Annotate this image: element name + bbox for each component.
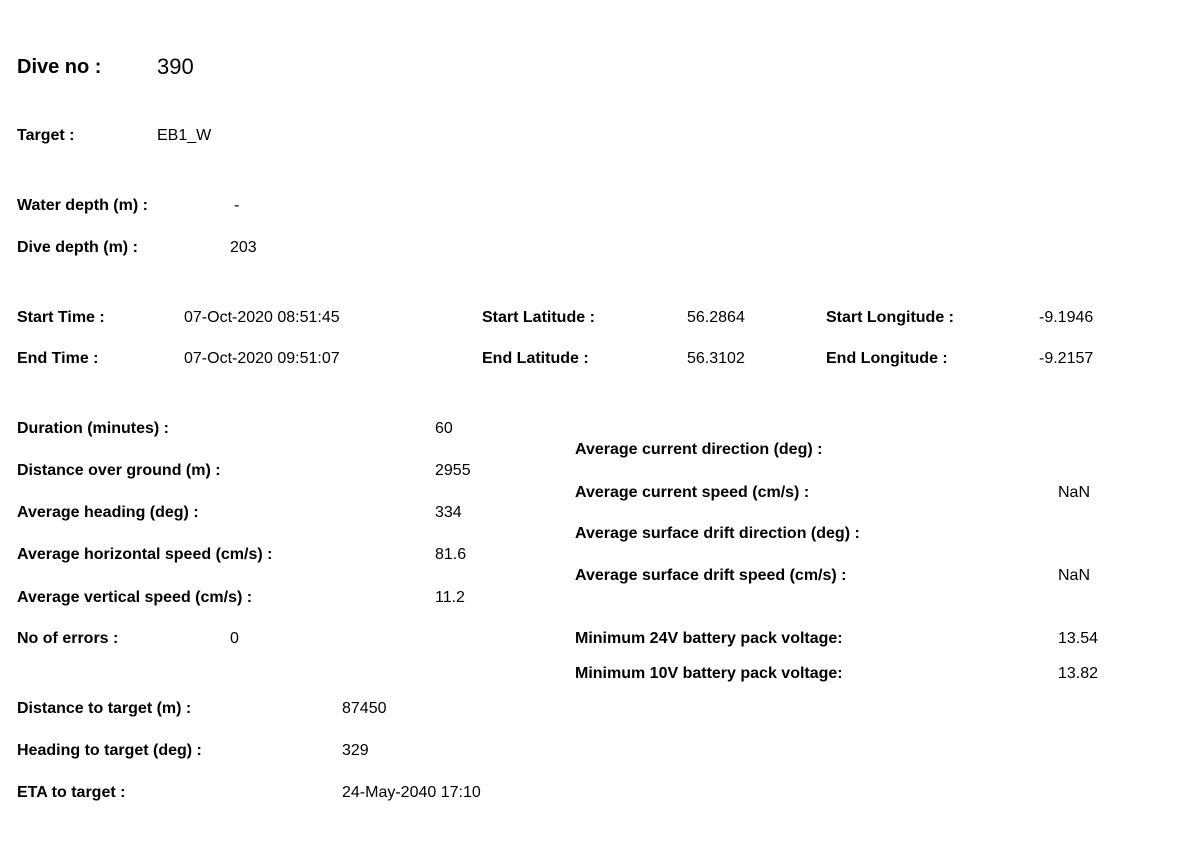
- heading-to-target-label: Heading to target (deg) :: [17, 742, 202, 759]
- average-current-speed-value: NaN: [1058, 484, 1091, 501]
- target-label: Target :: [17, 127, 75, 144]
- target-value: EB1_W: [157, 127, 212, 144]
- start-time-label: Start Time :: [17, 309, 105, 326]
- average-horizontal-speed-label: Average horizontal speed (cm/s) :: [17, 546, 273, 563]
- dive-no-value: 390: [157, 54, 194, 79]
- end-latitude-label: End Latitude :: [482, 350, 589, 367]
- start-latitude-label: Start Latitude :: [482, 309, 595, 326]
- start-longitude-label: Start Longitude :: [826, 309, 954, 326]
- water-depth-label: Water depth (m) :: [17, 197, 148, 214]
- end-longitude-value: -9.2157: [1039, 350, 1094, 367]
- distance-over-ground-value: 2955: [435, 462, 471, 479]
- end-time-value: 07-Oct-2020 09:51:07: [184, 350, 340, 367]
- end-latitude-value: 56.3102: [687, 350, 745, 367]
- average-vertical-speed-value: 11.2: [435, 589, 465, 606]
- heading-to-target-value: 329: [342, 742, 369, 759]
- dive-depth-label: Dive depth (m) :: [17, 239, 138, 256]
- eta-to-target-value: 24-May-2040 17:10: [342, 784, 481, 801]
- average-surface-drift-direction-label: Average surface drift direction (deg) :: [575, 525, 860, 542]
- no-of-errors-label: No of errors :: [17, 630, 119, 647]
- distance-to-target-label: Distance to target (m) :: [17, 700, 192, 717]
- end-longitude-label: End Longitude :: [826, 350, 948, 367]
- minimum-10v-battery-value: 13.82: [1058, 665, 1099, 682]
- minimum-24v-battery-value: 13.54: [1058, 630, 1099, 647]
- no-of-errors-value: 0: [230, 630, 239, 647]
- average-current-speed-label: Average current speed (cm/s) :: [575, 484, 810, 501]
- start-longitude-value: -9.1946: [1039, 309, 1094, 326]
- average-heading-value: 334: [435, 504, 462, 521]
- water-depth-value: -: [234, 197, 240, 214]
- minimum-10v-battery-label: Minimum 10V battery pack voltage:: [575, 665, 843, 682]
- dive-no-label: Dive no :: [17, 56, 102, 78]
- average-surface-drift-speed-value: NaN: [1058, 567, 1091, 584]
- dive-depth-value: 203: [230, 239, 257, 256]
- duration-label: Duration (minutes) :: [17, 420, 169, 437]
- average-vertical-speed-label: Average vertical speed (cm/s) :: [17, 589, 253, 606]
- end-time-label: End Time :: [17, 350, 99, 367]
- average-horizontal-speed-value: 81.6: [435, 546, 467, 563]
- duration-value: 60: [435, 420, 453, 437]
- eta-to-target-label: ETA to target :: [17, 784, 126, 801]
- start-time-value: 07-Oct-2020 08:51:45: [184, 309, 340, 326]
- average-surface-drift-speed-label: Average surface drift speed (cm/s) :: [575, 567, 847, 584]
- distance-to-target-value: 87450: [342, 700, 387, 717]
- minimum-24v-battery-label: Minimum 24V battery pack voltage:: [575, 630, 843, 647]
- average-current-direction-label: Average current direction (deg) :: [575, 441, 823, 458]
- distance-over-ground-label: Distance over ground (m) :: [17, 462, 221, 479]
- average-heading-label: Average heading (deg) :: [17, 504, 199, 521]
- start-latitude-value: 56.2864: [687, 309, 745, 326]
